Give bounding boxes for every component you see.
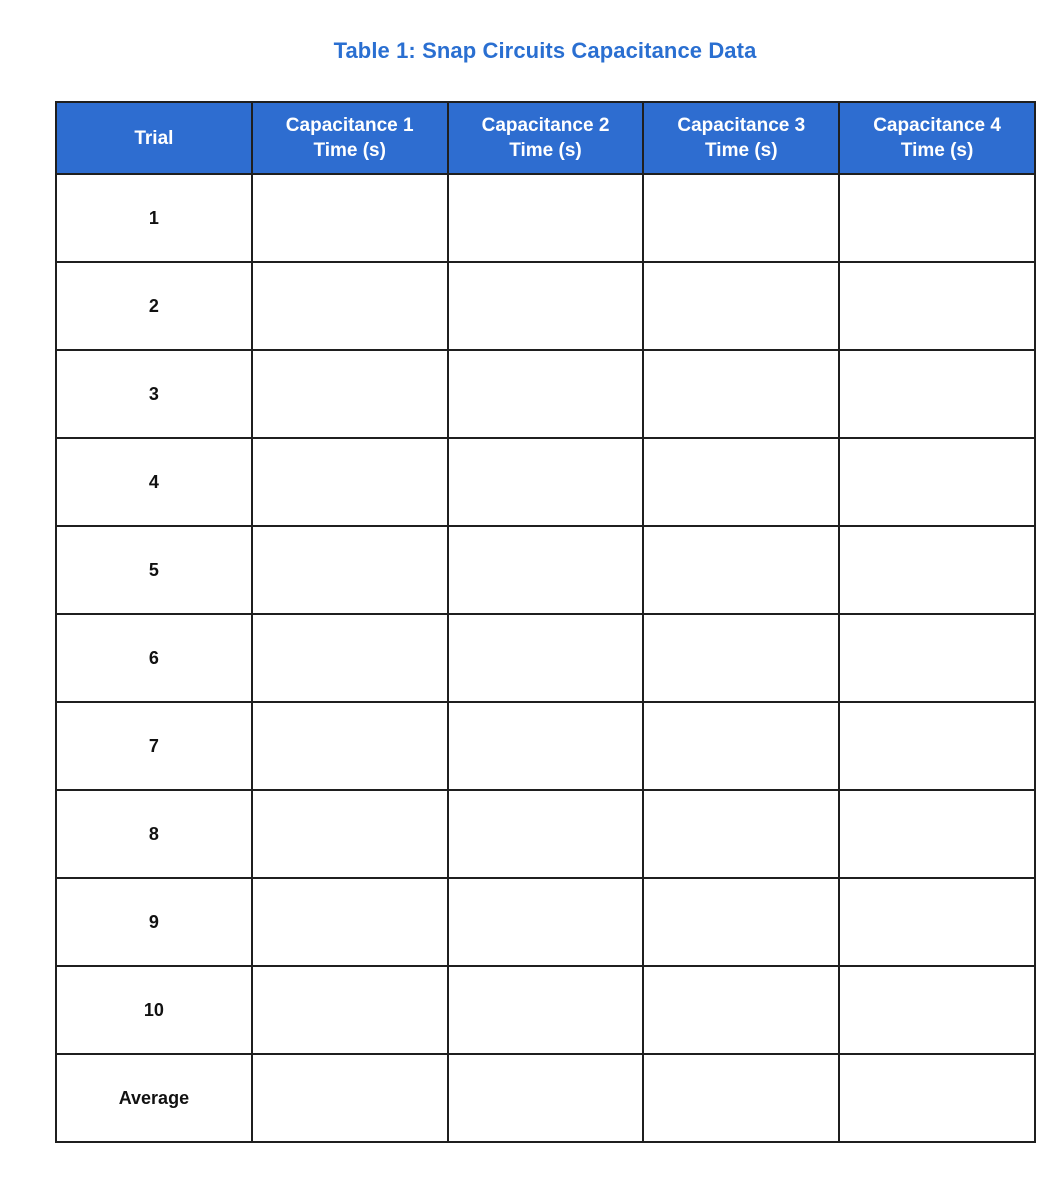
header-capacitance-4 [839, 102, 1035, 174]
time-entry-cell-capacitance-1[interactable] [252, 262, 448, 350]
time-entry-cell-capacitance-1[interactable] [252, 966, 448, 1054]
time-entry-cell-capacitance-2[interactable] [448, 262, 644, 350]
time-entry-cell-capacitance-4[interactable] [839, 438, 1035, 526]
table-caption: Table 1: Snap Circuits Capacitance Data [333, 38, 757, 63]
header-label: Capacitance 2 [481, 115, 610, 136]
trial-label-cell: 1 [56, 174, 252, 262]
time-entry-cell-capacitance-3[interactable] [643, 438, 839, 526]
header-capacitance-2 [448, 102, 644, 174]
time-entry-cell-capacitance-4[interactable] [839, 702, 1035, 790]
time-entry-cell-capacitance-2[interactable] [448, 790, 644, 878]
time-entry-cell-capacitance-2[interactable] [448, 1054, 644, 1142]
table-row [56, 966, 1035, 1054]
time-entry-cell-capacitance-3[interactable] [643, 614, 839, 702]
time-entry-cell-capacitance-4[interactable] [839, 526, 1035, 614]
time-entry-cell-capacitance-1[interactable] [252, 1054, 448, 1142]
time-entry-cell-capacitance-3[interactable] [643, 174, 839, 262]
time-entry-cell-capacitance-4[interactable] [839, 350, 1035, 438]
header-capacitance-1 [252, 102, 448, 174]
table-row [56, 614, 1035, 702]
time-entry-cell-capacitance-2[interactable] [448, 350, 644, 438]
time-entry-cell-capacitance-3[interactable] [643, 350, 839, 438]
time-entry-cell-capacitance-1[interactable] [252, 438, 448, 526]
header-trial [56, 102, 252, 174]
trial-label-cell: 5 [56, 526, 252, 614]
trial-label-cell: 7 [56, 702, 252, 790]
time-entry-cell-capacitance-4[interactable] [839, 966, 1035, 1054]
time-entry-cell-capacitance-4[interactable] [839, 614, 1035, 702]
time-entry-cell-capacitance-2[interactable] [448, 614, 644, 702]
table-row [56, 438, 1035, 526]
capacitance-data-table [55, 101, 1036, 1143]
table-row [56, 878, 1035, 966]
header-label: Trial [134, 127, 174, 149]
trial-label-cell: 2 [56, 262, 252, 350]
time-entry-cell-capacitance-1[interactable] [252, 350, 448, 438]
time-entry-cell-capacitance-3[interactable] [643, 790, 839, 878]
header-capacitance-3 [643, 102, 839, 174]
trial-label-cell: Average [56, 1054, 252, 1142]
header-unit: Time (s) [900, 140, 974, 161]
table-row [56, 262, 1035, 350]
time-entry-cell-capacitance-2[interactable] [448, 438, 644, 526]
time-entry-cell-capacitance-1[interactable] [252, 174, 448, 262]
time-entry-cell-capacitance-2[interactable] [448, 966, 644, 1054]
time-entry-cell-capacitance-1[interactable] [252, 790, 448, 878]
time-entry-cell-capacitance-4[interactable] [839, 790, 1035, 878]
header-label: Capacitance 4 [873, 115, 1001, 136]
time-entry-cell-capacitance-3[interactable] [643, 1054, 839, 1142]
time-entry-cell-capacitance-3[interactable] [643, 966, 839, 1054]
time-entry-cell-capacitance-4[interactable] [839, 174, 1035, 262]
table-row [56, 350, 1035, 438]
time-entry-cell-capacitance-1[interactable] [252, 702, 448, 790]
header-label: Capacitance 3 [677, 115, 806, 136]
time-entry-cell-capacitance-2[interactable] [448, 174, 644, 262]
trial-label-cell: 10 [56, 966, 252, 1054]
time-entry-cell-capacitance-2[interactable] [448, 702, 644, 790]
time-entry-cell-capacitance-1[interactable] [252, 526, 448, 614]
time-entry-cell-capacitance-2[interactable] [448, 878, 644, 966]
time-entry-cell-capacitance-3[interactable] [643, 526, 839, 614]
table-row [56, 526, 1035, 614]
time-entry-cell-capacitance-3[interactable] [643, 878, 839, 966]
header-unit: Time (s) [313, 140, 386, 161]
trial-label-cell: 9 [56, 878, 252, 966]
time-entry-cell-capacitance-3[interactable] [643, 702, 839, 790]
trial-label-cell: 4 [56, 438, 252, 526]
table-row [56, 1054, 1035, 1142]
time-entry-cell-capacitance-3[interactable] [643, 262, 839, 350]
header-unit: Time (s) [705, 140, 778, 161]
time-entry-cell-capacitance-2[interactable] [448, 526, 644, 614]
header-label: Capacitance 1 [285, 115, 414, 136]
table-body [56, 174, 1035, 1142]
table-header-row [56, 102, 1035, 174]
table-row [56, 702, 1035, 790]
time-entry-cell-capacitance-1[interactable] [252, 614, 448, 702]
time-entry-cell-capacitance-1[interactable] [252, 878, 448, 966]
table-row [56, 174, 1035, 262]
time-entry-cell-capacitance-4[interactable] [839, 262, 1035, 350]
trial-label-cell: 3 [56, 350, 252, 438]
trial-label-cell: 8 [56, 790, 252, 878]
time-entry-cell-capacitance-4[interactable] [839, 878, 1035, 966]
header-unit: Time (s) [509, 140, 582, 161]
table-row [56, 790, 1035, 878]
time-entry-cell-capacitance-4[interactable] [839, 1054, 1035, 1142]
trial-label-cell: 6 [56, 614, 252, 702]
